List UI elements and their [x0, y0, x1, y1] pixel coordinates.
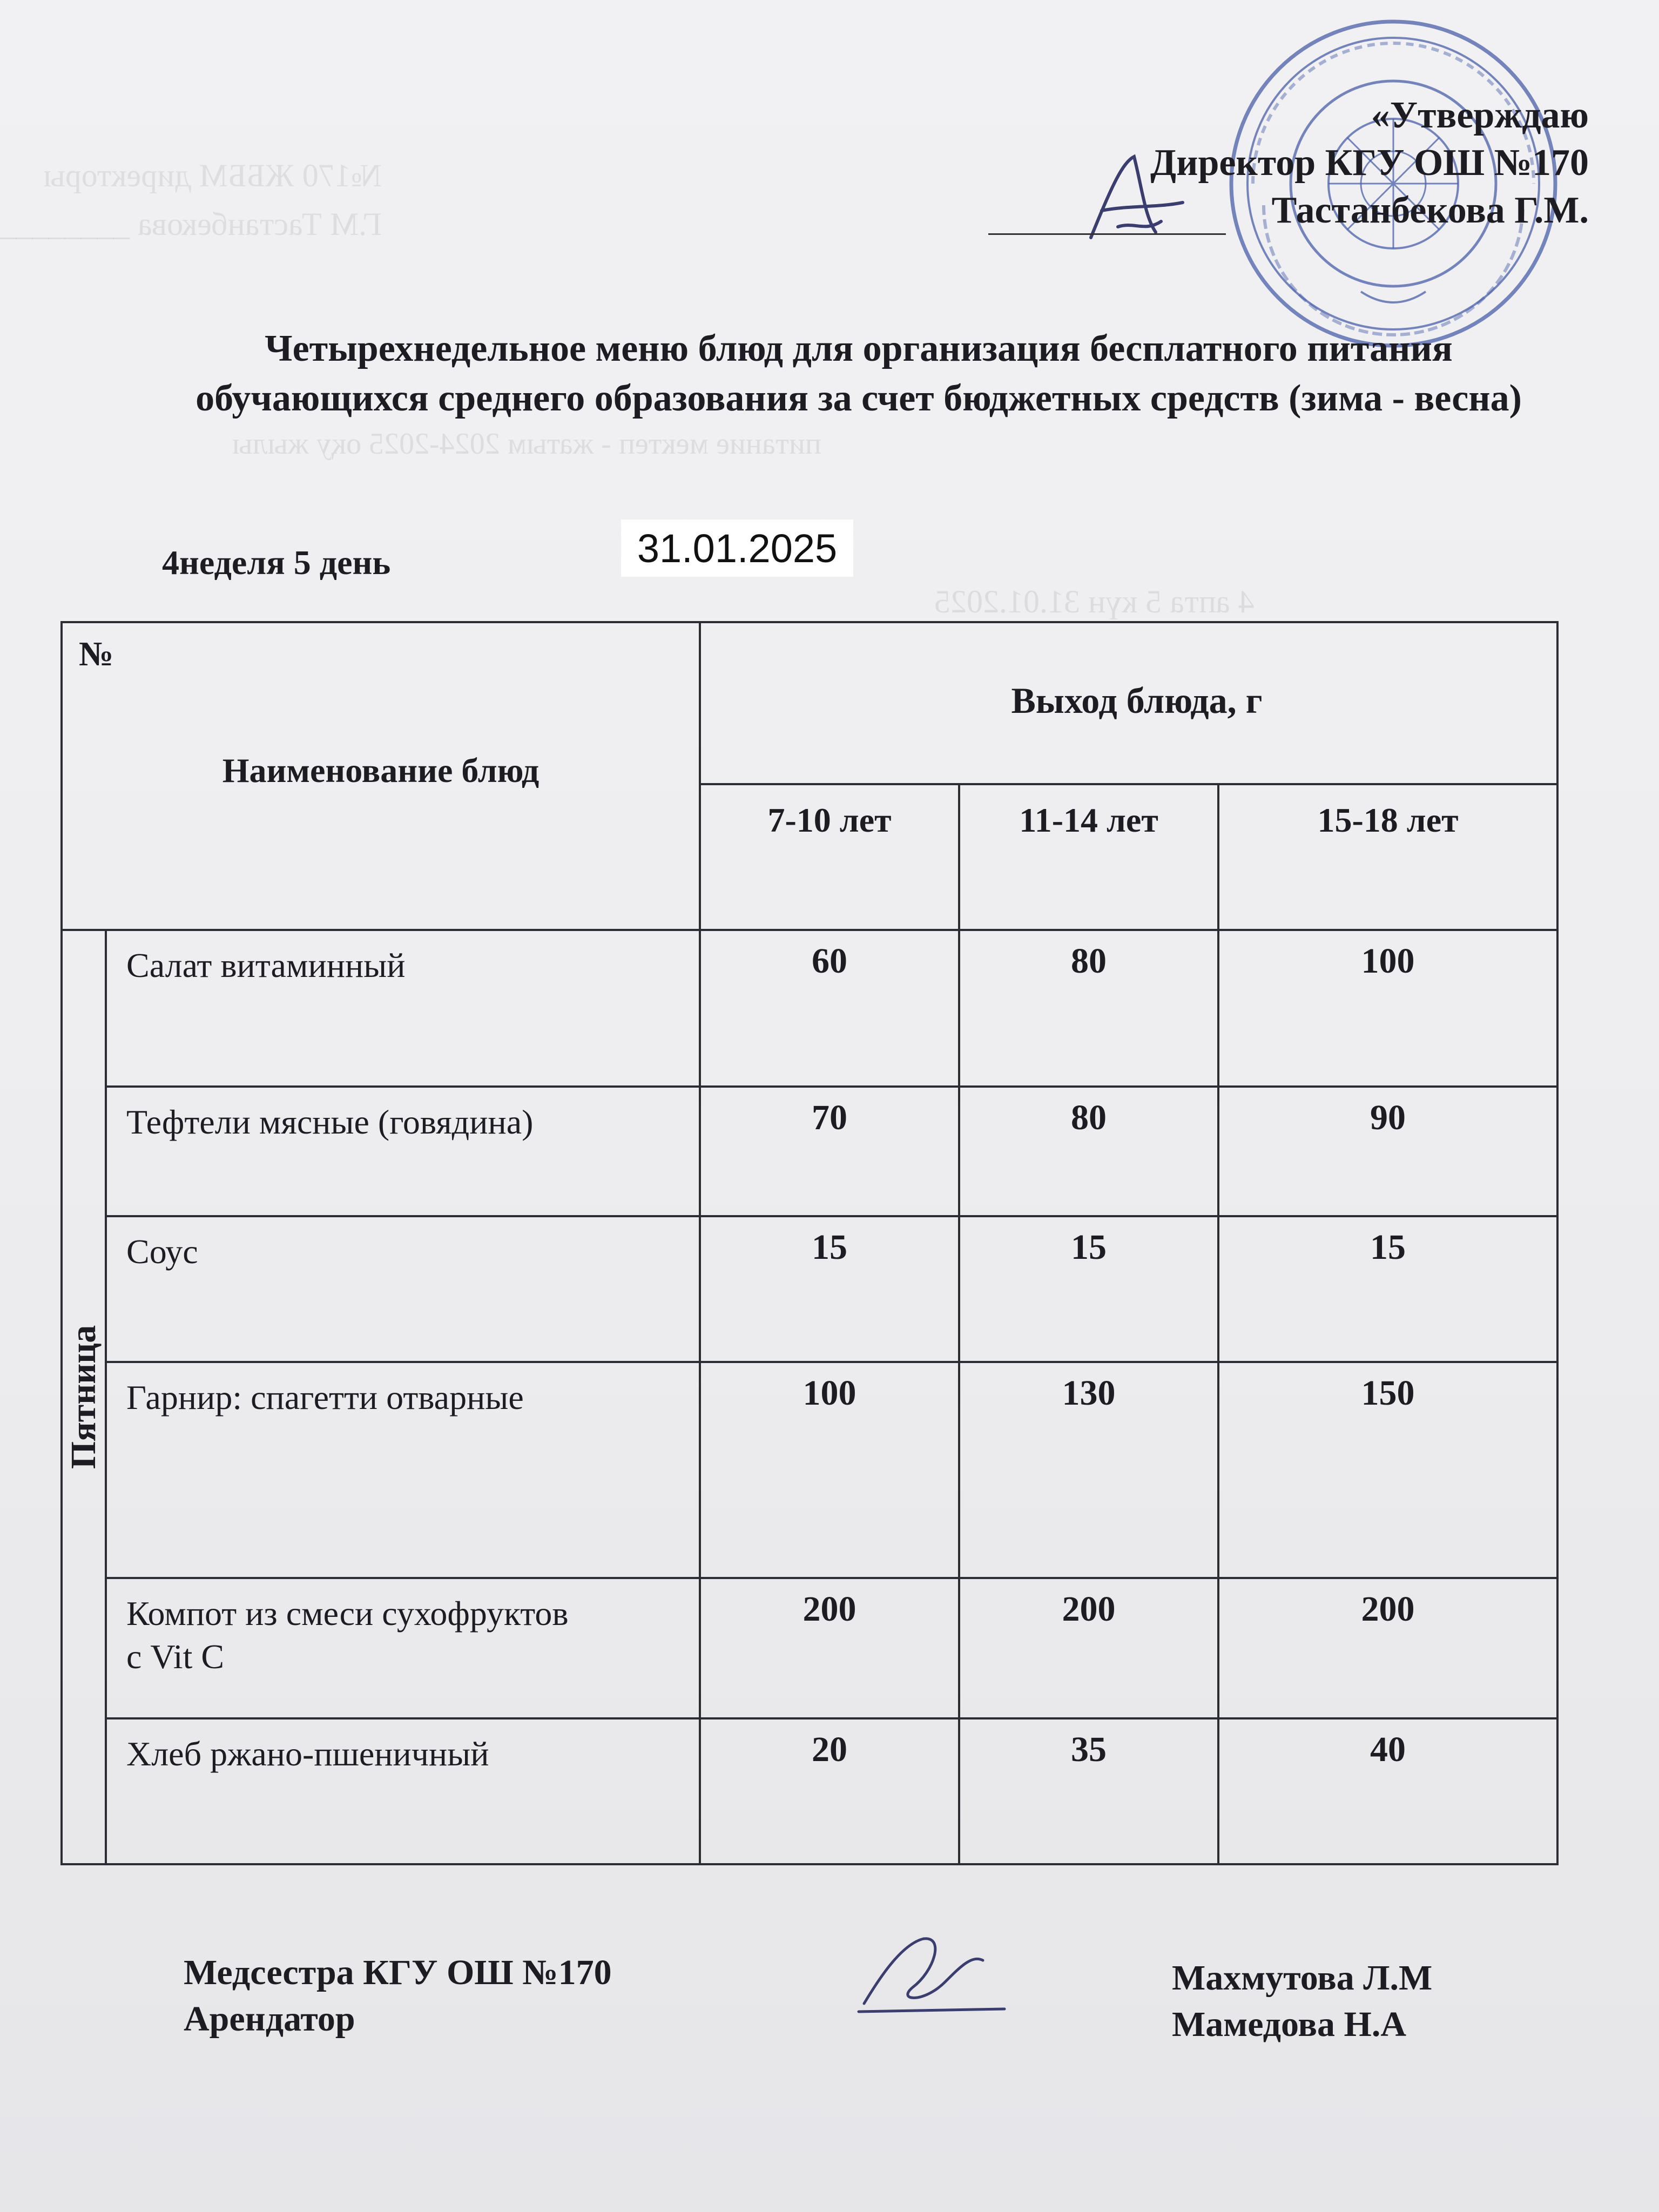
bleed-through-decoration-3: 4 апта 5 күн 31.01.2025 [934, 584, 1255, 619]
yield-7-10: 100 [700, 1362, 959, 1578]
approval-line-3: Тастанбекова Г.М. [1271, 190, 1589, 231]
header-age-7-10: 7-10 лет [700, 784, 959, 930]
nurse-signature [842, 1923, 1015, 2028]
menu-table [60, 621, 1559, 1865]
header-number: № [79, 635, 114, 673]
yield-11-14: 80 [959, 1087, 1218, 1216]
approval-line-2: Директор КГУ ОШ №170 [1150, 142, 1589, 184]
date-label: 31.01.2025 [621, 520, 853, 577]
table-row [62, 1087, 1557, 1216]
header-yield: Выход блюда, г [700, 622, 1557, 784]
footer-nurse-name: Махмутова Л.М [1172, 1958, 1433, 1998]
yield-7-10: 20 [700, 1718, 959, 1864]
yield-11-14: 200 [959, 1578, 1218, 1718]
yield-15-18: 150 [1218, 1362, 1557, 1578]
yield-11-14: 15 [959, 1216, 1218, 1362]
header-age-11-14: 11-14 лет [959, 784, 1218, 930]
yield-15-18: 40 [1218, 1718, 1557, 1864]
approval-block [1150, 92, 1589, 234]
footer-nurse-label: Медсестра КГУ ОШ №170 [184, 1953, 612, 1992]
yield-15-18: 200 [1218, 1578, 1557, 1718]
day-label: Пятница [64, 1325, 103, 1469]
footer-tenant-name: Мамедова Н.А [1172, 2005, 1407, 2044]
yield-15-18: 90 [1218, 1087, 1557, 1216]
yield-7-10: 70 [700, 1087, 959, 1216]
footer-tenant-label: Арендатор [184, 1999, 355, 2039]
table-row [62, 930, 1557, 1087]
header-number-name-cell [62, 622, 700, 930]
header-dish-name: Наименование блюд [222, 751, 539, 790]
yield-7-10: 15 [700, 1216, 959, 1362]
yield-11-14: 130 [959, 1362, 1218, 1578]
document-title: Четырехнедельное меню блюд для организация бесплатного питания обучающихся среднего образования за счет бюджетных средств (зима - весна) [195, 328, 1522, 419]
day-cell [62, 930, 106, 1864]
yield-11-14: 35 [959, 1718, 1218, 1864]
table-row [62, 1578, 1557, 1718]
dish-name: Хлеб ржано-пшеничный [106, 1718, 700, 1864]
bleed-through-decoration: №170 ЖББМ директоры Г.М Тастанбекова ________ [0, 158, 382, 242]
table-row [62, 1362, 1557, 1578]
yield-11-14: 80 [959, 930, 1218, 1087]
table-row [62, 1216, 1557, 1362]
dish-name: Гарнир: спагетти отварные [106, 1362, 700, 1578]
yield-15-18: 15 [1218, 1216, 1557, 1362]
dish-name: Компот из смеси сухофруктов с Vit C [106, 1578, 700, 1718]
header-age-15-18: 15-18 лет [1218, 784, 1557, 930]
week-day-label: 4неделя 5 день [162, 543, 391, 582]
yield-15-18: 100 [1218, 930, 1557, 1087]
bleed-through-decoration-2: питание мектеп - жатым 2024-2025 оқу жылы [232, 427, 821, 461]
table-row [62, 1718, 1557, 1864]
dish-name: Салат витаминный [106, 930, 700, 1087]
footer-right [1172, 1955, 1432, 2048]
dish-name: Тефтели мясные (говядина) [106, 1087, 700, 1216]
yield-7-10: 60 [700, 930, 959, 1087]
approval-line-1: «Утверждаю [1371, 95, 1589, 136]
yield-7-10: 200 [700, 1578, 959, 1718]
dish-name: Соус [106, 1216, 700, 1362]
footer-left [184, 1950, 612, 2042]
